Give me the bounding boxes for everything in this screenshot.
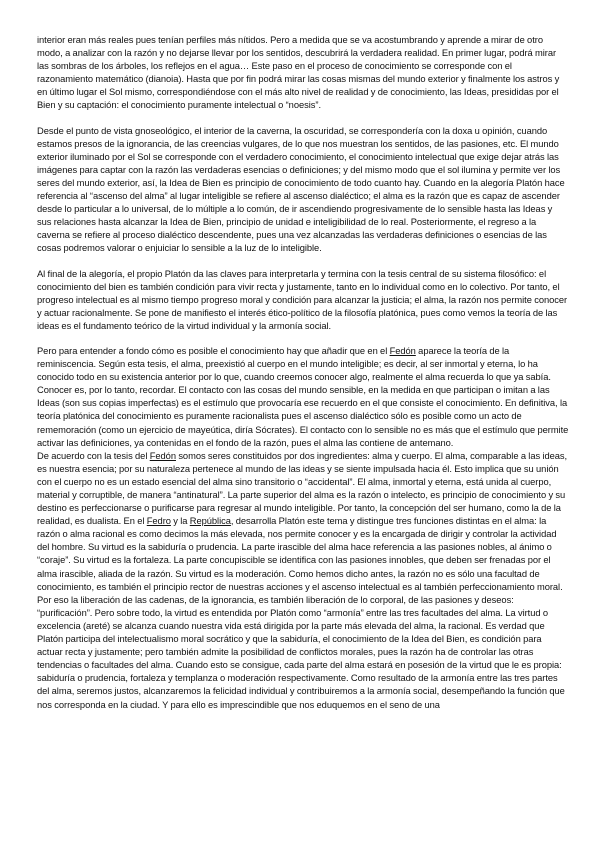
paragraph-gnoseologico: Desde el punto de vista gnoseológico, el interior de la caverna, la oscuridad, se correspondería con la doxa u opinión, cuando estamos presos de la ignorancia, de las creencias vulgares, de lo que nos muestran los sentidos, de las pasiones, etc. El mundo exterior iluminado por el Sol se corresponde con el verdadero conocimiento, el conocimiento intelectual que exige dejar atrás las imágenes para captar con la razón las verdaderas esencias o definiciones; y del mismo modo que el sol ilumina y permite ver los seres del mundo exterior, así, la Idea de Bien es principio de conocimiento de todo cuanto hay. Cuando en la alegoría Platón hace referencia al “ascenso del alma” al lugar inteligible se refiere al ascenso dialéctico; el alma es la razón que es capaz de ascender desde lo particular a lo universal, de lo múltiple a lo común, de ir ascendiendo progresivamente de lo sensible hasta las Ideas y sus relaciones hasta alcanzar la Idea de Bien, principio de unidad e inteligibilidad de lo real. Posteriormente, el regreso a la caverna se refiere al proceso dialéctico descendente, pues una vez alcanzadas las verdaderas definiciones o esencias de las cosas podremos valorar o enjuiciar lo sensible a la luz de lo inteligible. [37, 125, 565, 254]
fedon-title-reference: Fedón [149, 450, 176, 461]
paragraph-etico-politico: Al final de la alegoría, el propio Platón da las claves para interpretarla y termina con la tesis central de su sistema filosófico: el conocimiento del bien es también condición para vivir recta y justamente, tanto en lo individual como en lo colectivo. Por tanto, el progreso intelectual es al mismo tiempo progreso moral y condición para alcanzar la justicia; el alma, la razón nos permite conocer y actuar racionalmente. Se pone de manifiesto el interés ético-político de la filosofía platónica, pues como vemos la teoría de las ideas es el fundamento teórico de la virtud individual y la armonía social. [37, 268, 568, 331]
paragraph-text: , desarrolla Platón este tema y distingue tres funciones distintas en el alma: la razón o alma racional es como decimos la más elevada, nos permite conocer y es la encargada de dirigir y controlar la actividad del hombre. Su virtud es la sabiduría o prudencia. La parte irascible del alma hace referencia a las pasiones nobles, al ánimo o “coraje”. Su virtud es la fortaleza. La parte concupiscible se identifica con las pasiones innobles, que deben ser frenadas por el alma irascible, aliada de la razón. Su virtud es la moderación. Como hemos dicho antes, la razón no es sólo una facultad de conocimiento, es también el principio rector de nuestras acciones y el ascenso intelectual es al también perfeccionamiento moral. Por eso la liberación de las cadenas, de la ignorancia, es también liberación de lo corporal, de las pasiones y deseos: “purificación”. Pero sobre todo, la virtud es entendida por Platón como “armonía” entre las tres facultades del alma. La virtud o excelencia (areté) se alcanza cuando nuestra vida está dirigida por la parte más elevada del alma, la racional. Es verdad que Platón participa del intelectualismo moral socrático y que la sabiduría, el conocimiento de la Idea del Bien, es condición para actuar recta y justamente; pero también admite la posibilidad de conflictos morales, pues la razón ha de controlar las otras tendencias o facultades del alma. Cuando esto se consigue, cada parte del alma estará en posesión de la virtud que le es propia: sabiduría o prudencia, fortaleza y templanza o moderación respectivamente. Como resultado de la armonía entre las tres partes del alma, seremos justos, alcanzaremos la felicidad individual y contribuiremos a la armonía social, desempeñando la función que nos corresponda en la ciudad. Y para ello es imprescindible que nos eduquemos en el seno de una [37, 516, 565, 710]
paragraph-text: y la [170, 516, 190, 527]
paragraph-text: De acuerdo con la tesis del [37, 450, 150, 461]
paragraph-text: somos seres constituidos por dos ingredientes: alma y cuerpo. El alma, comparable a las ideas, es nuestra esencia; por su naturaleza pertenece al mundo de las ideas y se siente impulsada hacia él. Esto implica que su unión con el cuerpo no es un estado esencial del alma sino transitorio o “accidental”. El alma, inmortal y eterna, está unida al cuerpo, material y corruptible, de manera “antinatural”. La parte superior del alma es la razón o intelecto, es principio de conocimiento y su destino es perfeccionarse o purificarse para regresar al mundo inteligible. Por tanto, la concepción del ser humano, como la de la realidad, es dualista. En el [37, 450, 568, 527]
paragraph-reminiscencia [37, 345, 569, 450]
republica-title-reference: República [189, 516, 231, 527]
paragraph-text: aparece la teoría de la reminiscencia. Según esta tesis, el alma, preexistió al cuerpo en el mundo inteligible; es decir, al ser inmortal y eterna, lo ha conocido todo en su existencia anterior por lo que, cuando creemos conocer algo, realmente el alma recuerda lo que ya sabía. Conocer es, por lo tanto, recordar. El contacto con las cosas del mundo sensible, en la medida en que participan o imitan a las Ideas (son sus copias imperfectas) es el estímulo que provocaría ese recuerdo en el que consiste el conocimiento. En definitiva, la teoría platónica del conocimiento es puramente racionalista pues el ascenso dialéctico sólo es posible como un acto de rememoración (como un ejercicio de mayeútica, diría Sócrates). El contacto con lo sensible no es más que el estímulo que permite activar las definiciones, ya contenidas en el fondo de la razón, pues el alma las contiene de antemano. [37, 345, 569, 448]
fedon-title-reference: Fedón [389, 345, 416, 356]
document-page [37, 34, 569, 712]
paragraph-text: Pero para entender a fondo cómo es posible el conocimiento hay que añadir que en el [37, 345, 390, 356]
paragraph-alma-cuerpo [37, 450, 569, 712]
paragraph-caverna-ascenso: interior eran más reales pues tenían perfiles más nítidos. Pero a medida que se va acostumbrando y aprende a mirar de otro modo, a analizar con la razón y no dejarse llevar por los sentidos, descubrirá la verdadera realidad. En primer lugar, podrá mirar las sombras de los árboles, los reflejos en el agua… Este paso en el proceso de conocimiento se corresponde con el razonamiento matemático (dianoia). Hasta que por fin podrá mirar las cosas mismas del mundo exterior y finalmente los astros y en último lugar el Sol mismo, correspondiéndose con el más alto nivel de realidad y de conocimiento, las Ideas, presididas por el Bien y su captación: el conocimiento puramente intelectual o “noesis”. [37, 35, 560, 111]
fedro-title-reference: Fedro [146, 516, 171, 527]
